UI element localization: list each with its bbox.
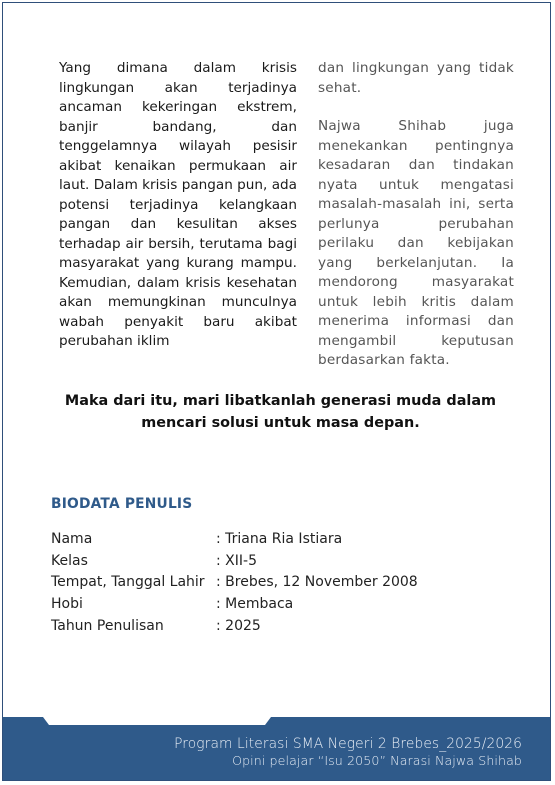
footer-subtitle-text: Opini pelajar “Isu 2050” Narasi Najwa Shihab [232,753,522,768]
biodata-value: : Membaca [216,596,294,613]
footer-band [3,717,550,781]
left-paragraph: Yang dimana dalam krisis lingkungan akan terjadinya ancaman kekeringan ekstrem, banjir bandang, dan tenggelamnya wilayah pesisir akibat kenaikan permukaan air laut. Dalam krisis pangan pun, ada potensi terjadinya kelangkaan pangan dan kesulitan akses terhadap air bersih, terutama bagi masyarakat yang kurang mampu. Kemudian, dalam krisis kesehatan akan memungkinan munculnya wabah penyakit baru akibat perubahan iklim [59,60,297,349]
right-column [318,59,514,371]
closing-statement: Maka dari itu, mari libatkanlah generasi muda dalam mencari solusi untuk masa depan. [64,393,497,431]
biodata-label: Tahun Penulisan [51,617,164,634]
right-paragraph-1: dan lingkungan yang tidak sehat. [318,60,514,96]
biodata-value: : 2025 [216,617,261,634]
biodata-label: Kelas [51,552,88,569]
biodata-value: : XII-5 [216,552,257,569]
left-column [59,59,297,352]
biodata-label: Tempat, Tanggal Lahir [51,574,205,591]
document-page [2,2,551,781]
biodata-value: : Brebes, 12 November 2008 [216,574,418,591]
biodata-label: Nama [51,531,93,547]
paragraph-gap [318,98,514,117]
right-paragraph-2: Najwa Shihab juga menekankan pentingnya kesadaran dan tindakan nyata untuk mengatasi masalah-masalah ini, serta perlunya perubahan perilaku dan kebijakan yang berkelanjutan. Ia mendorong masyarakat untuk lebih kritis dalam menerima informasi dan mengambil keputusan berdasarkan fakta. [318,118,514,368]
biodata-heading: BIODATA PENULIS [51,496,193,512]
biodata-label: Hobi [51,596,83,613]
biodata-value: : Triana Ria Istiara [216,531,343,547]
footer-program-text: Program Literasi SMA Negeri 2 Brebes_2025/2026 [174,736,522,752]
